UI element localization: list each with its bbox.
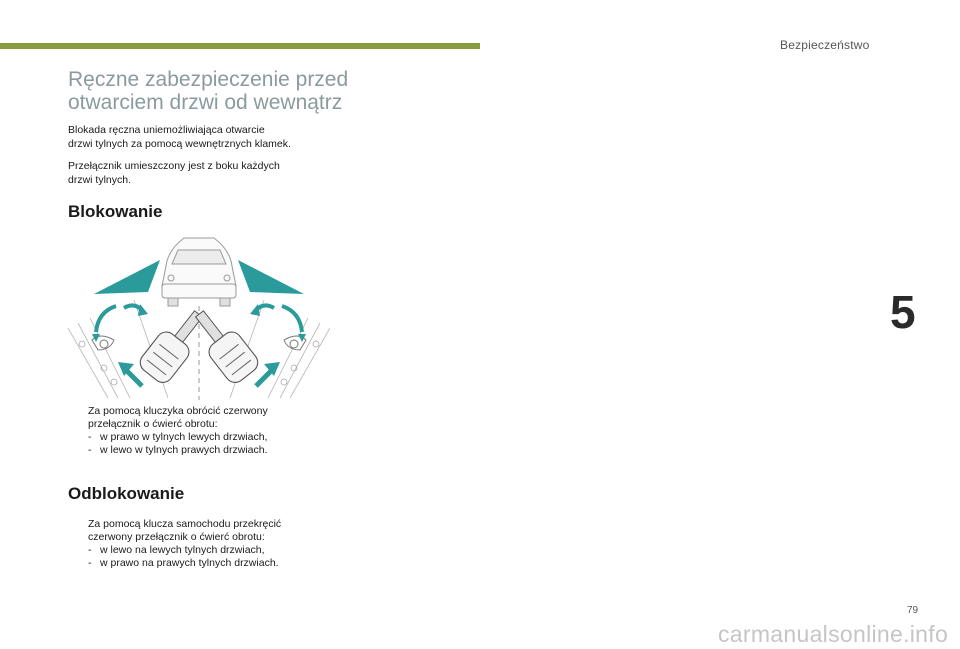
push-arrow-left (126, 370, 142, 386)
list-item: - w prawo na prawych tylnych drzwiach. (88, 557, 279, 569)
list-item: Za pomocą kluczyka obrócić czerwony przełącznik o ćwierć obrotu: (68, 405, 358, 431)
title-line-1: Ręczne zabezpieczenie przed (68, 68, 349, 91)
car-rear-icon (162, 238, 236, 306)
rotation-arrows-left (96, 305, 142, 332)
watermark: carmanualsonline.info (718, 621, 949, 647)
dash-marker: - (88, 544, 92, 556)
dash-marker: - (88, 431, 92, 443)
rotation-arrows-right (256, 305, 302, 332)
chapter-number: 5 (890, 286, 916, 338)
intro-paragraph-1: Blokada ręczna uniemożliwiająca otwarcie drzwi tylnych za pomocą wewnętrznych klamek. (68, 124, 291, 150)
header-rule (0, 43, 480, 49)
heading-locking: Blokowanie (68, 202, 163, 221)
unlocking-instructions (68, 518, 358, 570)
list-item: - w lewo na lewych tylnych drzwiach, (88, 544, 265, 556)
locking-instructions (68, 405, 358, 457)
section-label: Bezpieczeństwo (780, 38, 870, 52)
heading-unlocking: Odblokowanie (68, 484, 185, 503)
page-title (68, 68, 368, 114)
right-view-wedge (238, 260, 304, 294)
list-item: Za pomocą klucza samochodu przekręcić czerwony przełącznik o ćwierć obrotu: (68, 518, 358, 544)
left-view-wedge (94, 260, 160, 294)
dash-marker: - (88, 444, 92, 456)
push-arrow-right (256, 370, 272, 386)
list-item: - w lewo w tylnych prawych drzwiach. (88, 444, 268, 456)
list-item: - w prawo w tylnych lewych drzwiach, (88, 431, 268, 443)
bullet-marker-icon (68, 518, 88, 544)
title-line-2: otwarciem drzwi od wewnątrz (68, 91, 343, 114)
bullet-marker-icon (68, 405, 88, 431)
door-lock-illustration (68, 228, 330, 400)
intro-paragraph-2: Przełącznik umieszczony jest z boku każdych drzwi tylnych. (68, 160, 280, 186)
dash-marker: - (88, 557, 92, 569)
page-number: 79 (907, 605, 919, 616)
